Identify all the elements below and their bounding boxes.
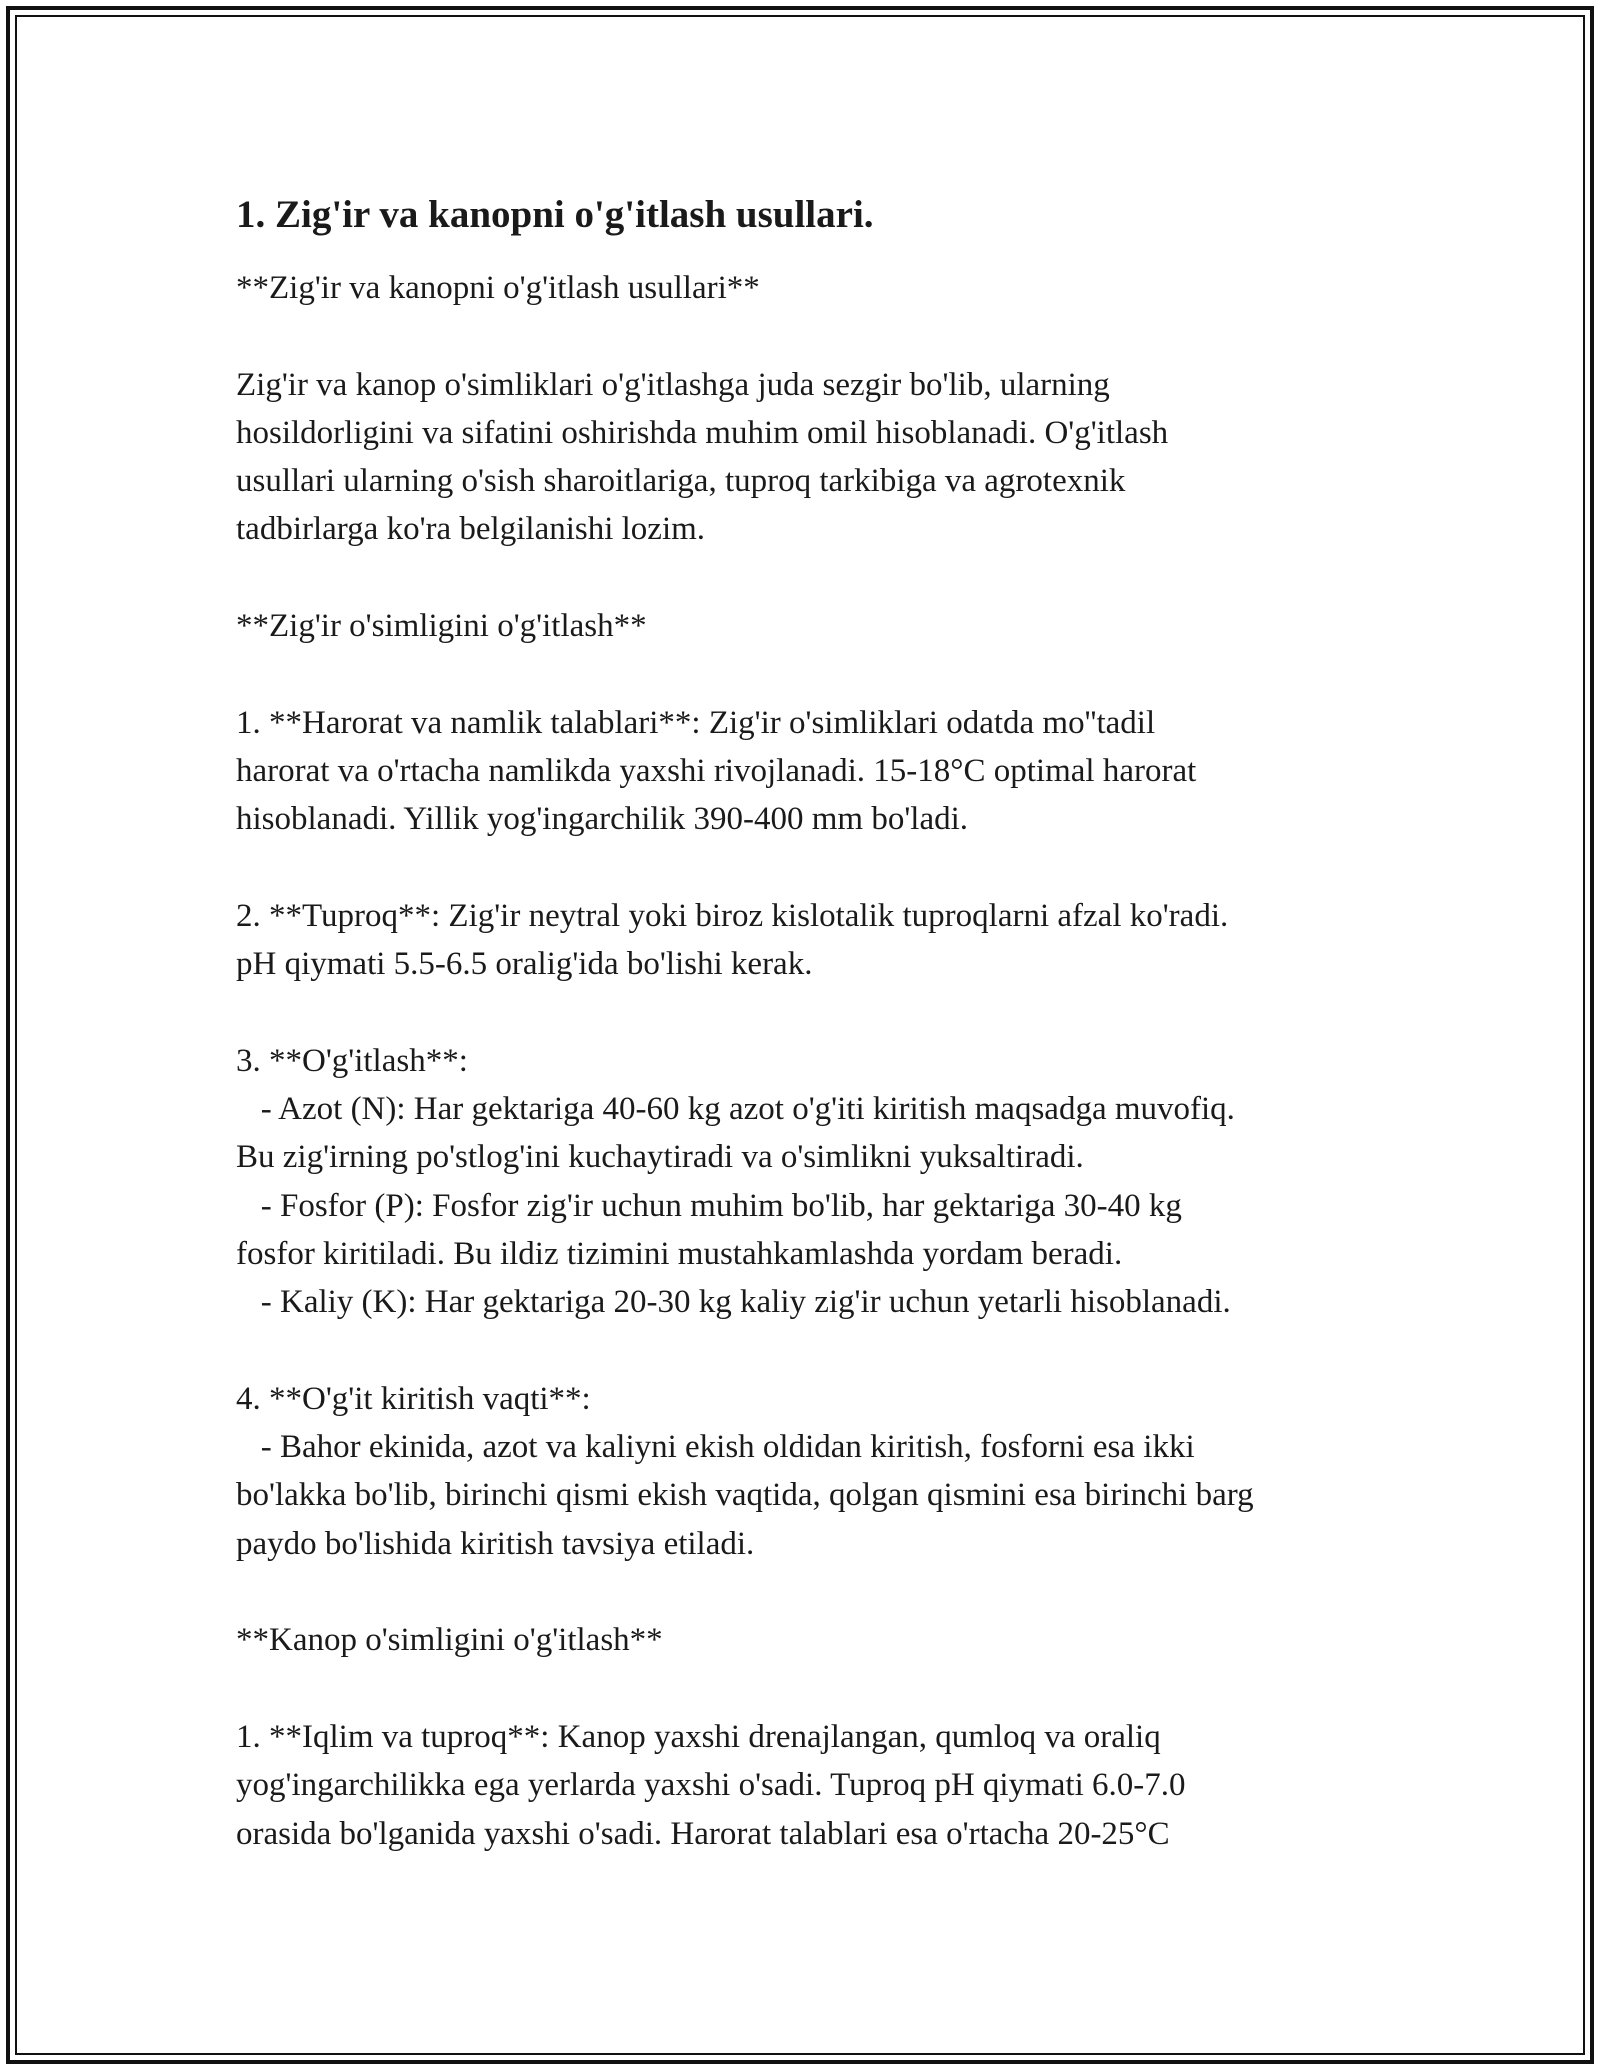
text-line: hosildorligini va sifatini oshirishda muhim omil hisoblanadi. O'g'itlash [236, 414, 1169, 451]
text-line: bo'lakka bo'lib, birinchi qismi ekish vaqtida, qolgan qismini esa birinchi barg [236, 1477, 1254, 1514]
text-line: Zig'ir va kanop o'simliklari o'g'itlashga juda sezgir bo'lib, ularning [236, 366, 1110, 403]
text-line [236, 1568, 1396, 1616]
text-line: tadbirlarga ko'ra belgilanishi lozim. [236, 511, 706, 548]
text-line: **Zig'ir va kanopni o'g'itlash usullari** [236, 270, 760, 306]
text-line: - Fosfor (P): Fosfor zig'ir uchun muhim bo'lib, har gektariga 30-40 kg [236, 1187, 1182, 1224]
text-line [236, 650, 1396, 698]
text-line: - Azot (N): Har gektariga 40-60 kg azot o'g'iti kiritish maqsadga muvofiq. [236, 1091, 1235, 1128]
text-line [236, 554, 1396, 602]
text-line: yog'ingarchilikka ega yerlarda yaxshi o'sadi. Tuproq pH qiymati 6.0-7.0 [236, 1767, 1186, 1804]
text-line: Bu zig'irning po'stlog'ini kuchaytiradi va o'simlikni yuksaltiradi. [236, 1139, 1084, 1176]
text-line: fosfor kiritiladi. Bu ildiz tizimini mustahkamlashda yordam beradi. [236, 1235, 1123, 1272]
text-line: paydo bo'lishida kiritish tavsiya etiladi. [236, 1525, 755, 1562]
text-line: pH qiymati 5.5-6.5 oralig'ida bo'lishi kerak. [236, 946, 813, 983]
text-line: 3. **O'g'itlash**: [236, 1042, 468, 1079]
text-line: orasida bo'lganida yaxshi o'sadi. Harorat talablari esa o'rtacha 20-25°C [236, 1815, 1170, 1852]
text-line: **Zig'ir o'simligini o'g'itlash** [236, 608, 647, 645]
document-body [236, 264, 1396, 1858]
text-line: 2. **Tuproq**: Zig'ir neytral yoki biroz kislotalik tuproqlarni afzal ko'radi. [236, 897, 1229, 934]
text-line [236, 312, 1396, 360]
text-line: 4. **O'g'it kiritish vaqti**: [236, 1380, 591, 1417]
text-line [236, 988, 1396, 1036]
text-line: 1. **Iqlim va tuproq**: Kanop yaxshi drenajlangan, qumloq va oraliq [236, 1718, 1161, 1755]
text-line: - Kaliy (K): Har gektariga 20-30 kg kaliy zig'ir uchun yetarli hisoblanadi. [236, 1284, 1231, 1321]
document-title: 1. Zig'ir va kanopni o'g'itlash usullari. [236, 193, 874, 236]
text-line: harorat va o'rtacha namlikda yaxshi rivojlanadi. 15-18°C optimal harorat [236, 752, 1197, 789]
text-line: hisoblanadi. Yillik yog'ingarchilik 390-400 mm bo'ladi. [236, 801, 969, 838]
text-line: **Kanop o'simligini o'g'itlash** [236, 1622, 663, 1659]
text-line [236, 1327, 1396, 1375]
text-line: - Bahor ekinida, azot va kaliyni ekish oldidan kiritish, fosforni esa ikki [236, 1429, 1195, 1466]
document-content [236, 188, 1396, 1858]
text-line [236, 844, 1396, 892]
text-line: usullari ularning o'sish sharoitlariga, tuproq tarkibiga va agrotexnik [236, 463, 1126, 500]
text-line [236, 1665, 1396, 1713]
text-line: 1. **Harorat va namlik talablari**: Zig'ir o'simliklari odatda mo''tadil [236, 704, 1156, 741]
